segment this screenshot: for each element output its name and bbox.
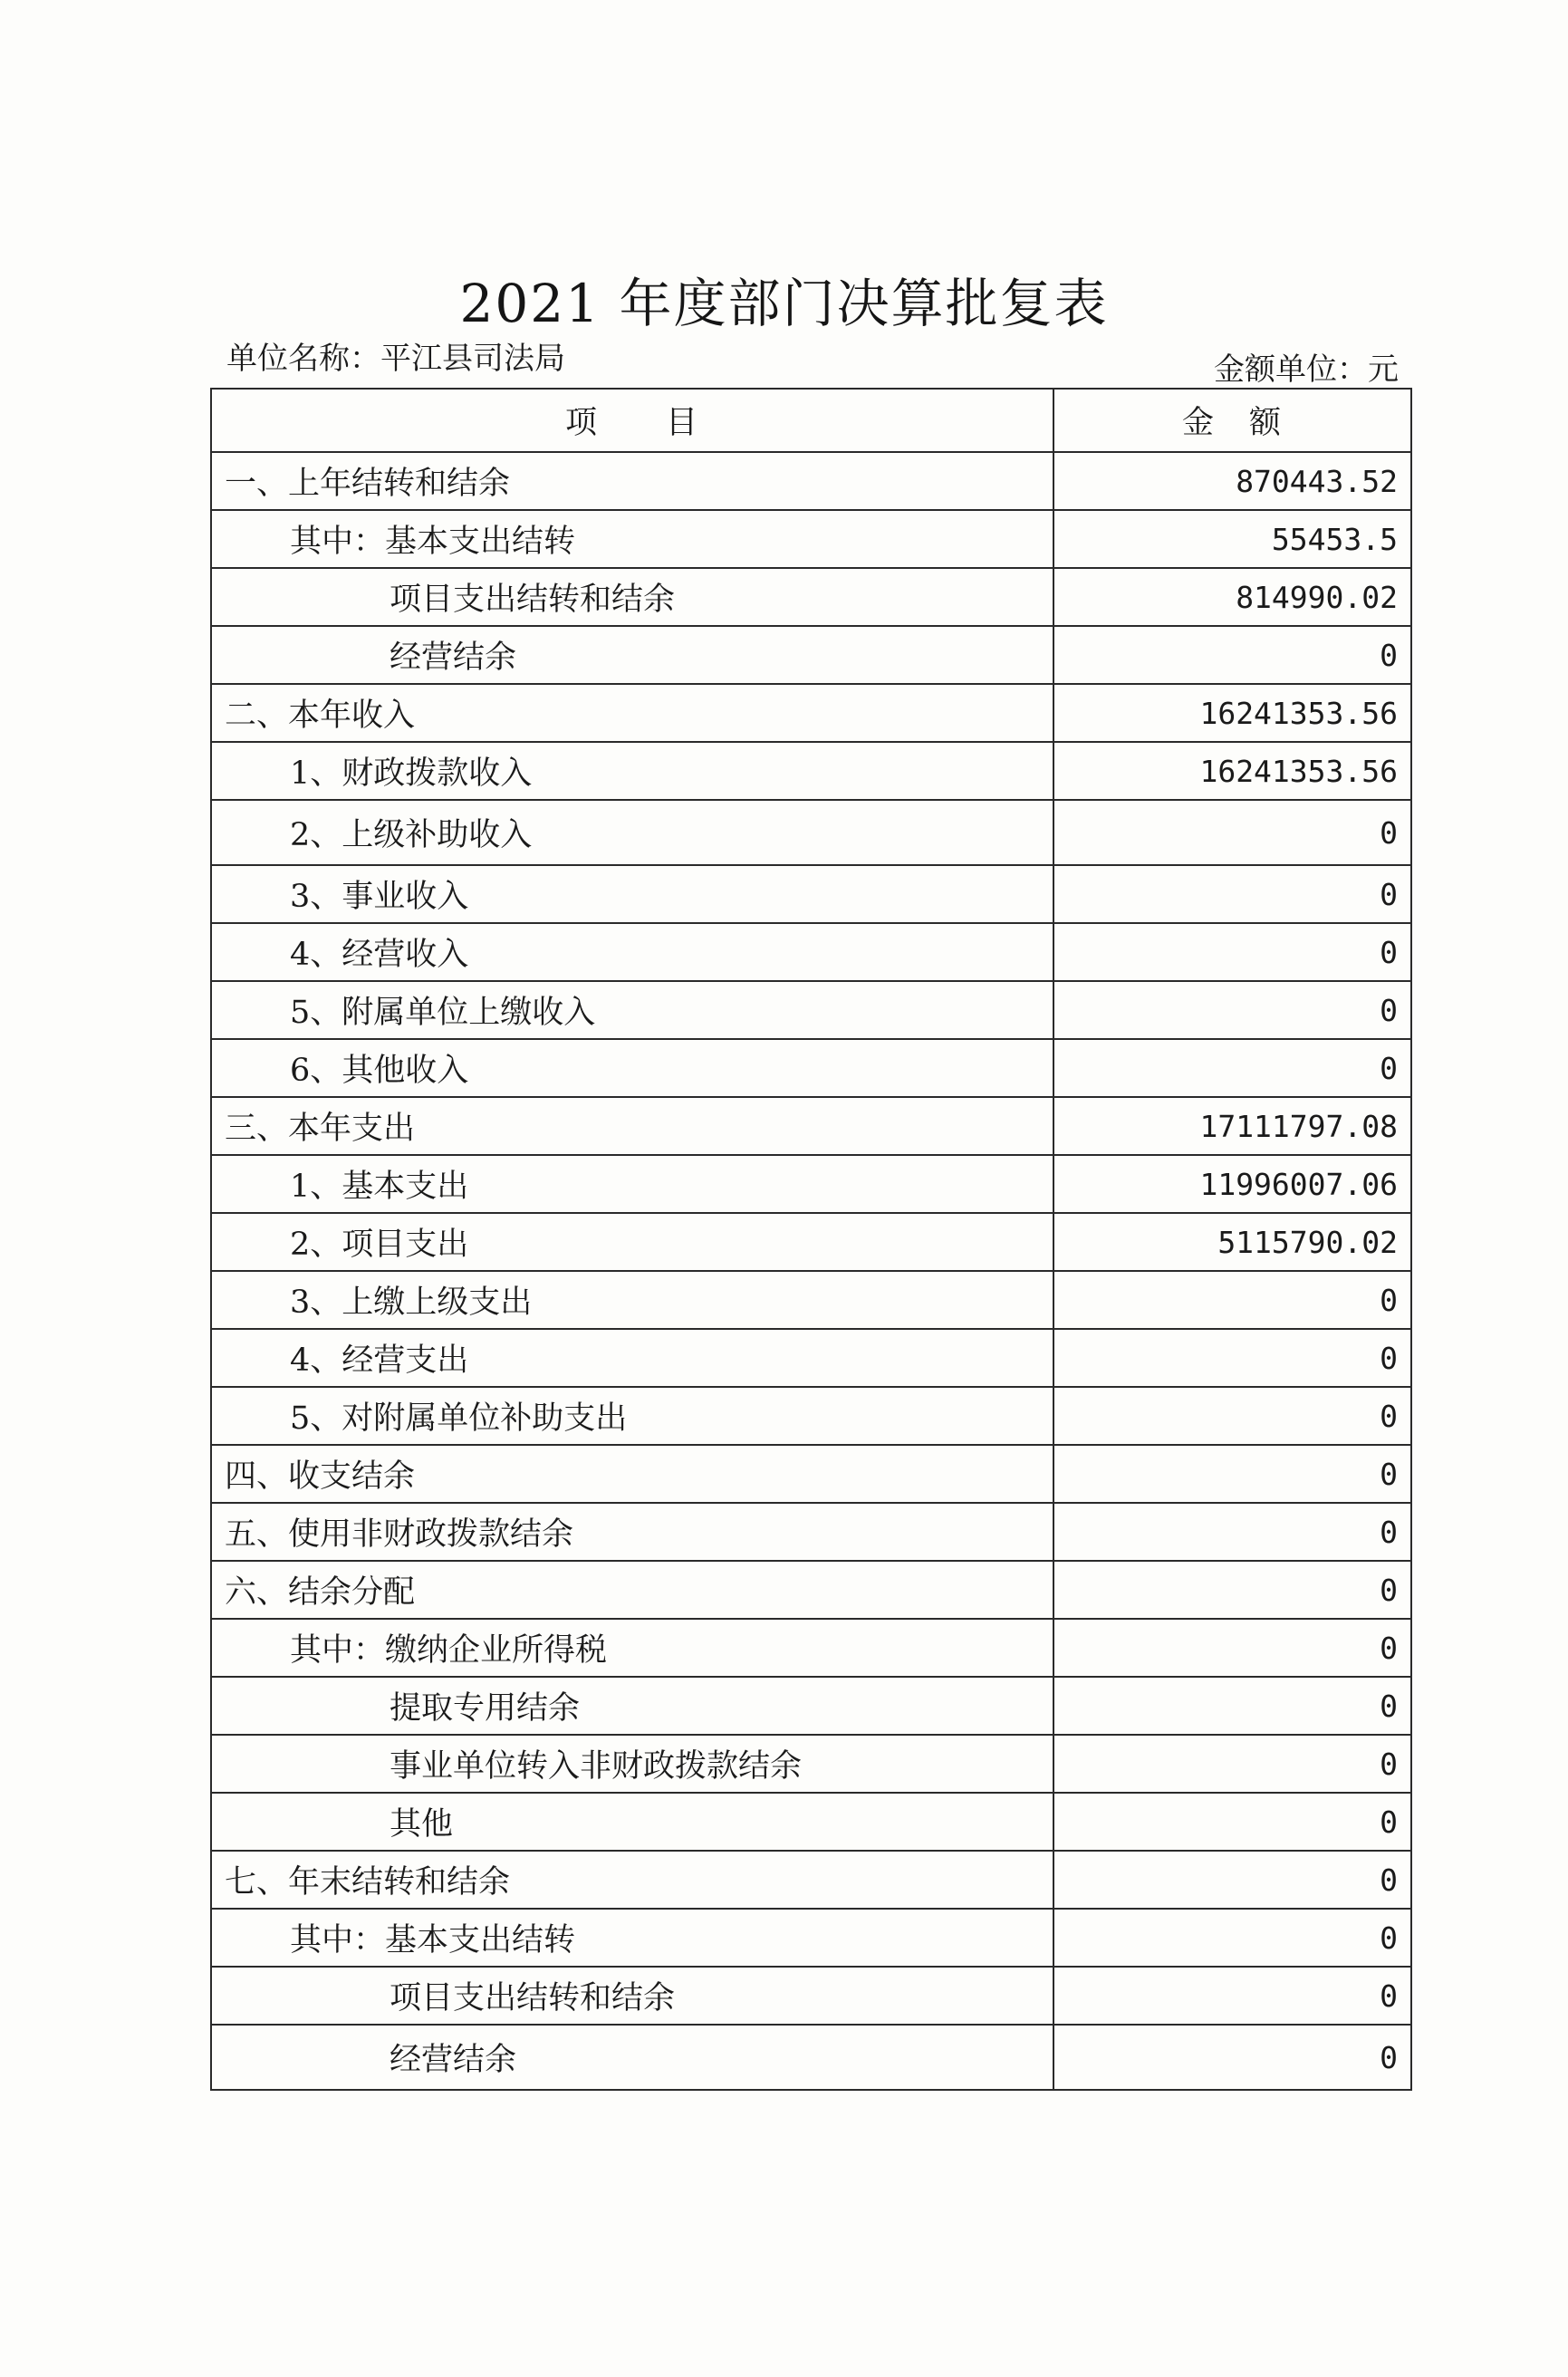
table-row <box>211 1735 1411 1793</box>
row-amount: 16241353.56 <box>1053 684 1411 742</box>
table-row <box>211 1387 1411 1445</box>
row-label: 七、年末结转和结余 <box>211 1851 1053 1909</box>
row-label: 6、其他收入 <box>211 1039 1053 1097</box>
row-label: 1、财政拨款收入 <box>211 742 1053 800</box>
header-item: 项 目 <box>211 389 1053 452</box>
row-label: 项目支出结转和结余 <box>211 568 1053 626</box>
row-label: 六、结余分配 <box>211 1561 1053 1619</box>
page-title: 2021 年度部门决算批复表 <box>459 273 1109 334</box>
row-amount: 55453.5 <box>1053 510 1411 568</box>
table-row <box>211 1329 1411 1387</box>
row-label: 项目支出结转和结余 <box>211 1967 1053 2025</box>
row-label: 4、经营收入 <box>211 923 1053 981</box>
table-row <box>211 1561 1411 1619</box>
row-amount: 0 <box>1053 865 1411 923</box>
table-row <box>211 626 1411 684</box>
row-amount: 0 <box>1053 1503 1411 1561</box>
row-amount: 0 <box>1053 1793 1411 1851</box>
row-amount: 0 <box>1053 1851 1411 1909</box>
row-amount: 0 <box>1053 1329 1411 1387</box>
row-amount: 814990.02 <box>1053 568 1411 626</box>
table-row <box>211 742 1411 800</box>
row-label: 经营结余 <box>211 2025 1053 2090</box>
row-amount: 0 <box>1053 1909 1411 1967</box>
row-label: 一、上年结转和结余 <box>211 452 1053 510</box>
row-amount: 0 <box>1053 626 1411 684</box>
table-row <box>211 1793 1411 1851</box>
row-label: 经营结余 <box>211 626 1053 684</box>
table-row <box>211 1445 1411 1503</box>
row-label: 二、本年收入 <box>211 684 1053 742</box>
table-row <box>211 1851 1411 1909</box>
row-label: 5、对附属单位补助支出 <box>211 1387 1053 1445</box>
row-amount: 16241353.56 <box>1053 742 1411 800</box>
row-label: 3、上缴上级支出 <box>211 1271 1053 1329</box>
row-label: 事业单位转入非财政拨款结余 <box>211 1735 1053 1793</box>
table-row <box>211 1677 1411 1735</box>
row-label: 3、事业收入 <box>211 865 1053 923</box>
table-row <box>211 800 1411 865</box>
row-label: 5、附属单位上缴收入 <box>211 981 1053 1039</box>
row-amount: 0 <box>1053 1561 1411 1619</box>
row-amount: 11996007.06 <box>1053 1155 1411 1213</box>
row-label: 其中：基本支出结转 <box>211 1909 1053 1967</box>
amount-unit: 金额单位：元 <box>1214 351 1399 388</box>
row-label: 1、基本支出 <box>211 1155 1053 1213</box>
table-row <box>211 1909 1411 1967</box>
table-row <box>211 1967 1411 2025</box>
row-amount: 0 <box>1053 1677 1411 1735</box>
row-amount: 0 <box>1053 1967 1411 2025</box>
table-row <box>211 923 1411 981</box>
table-row <box>211 2025 1411 2090</box>
row-label: 4、经营支出 <box>211 1329 1053 1387</box>
row-label: 2、上级补助收入 <box>211 800 1053 865</box>
table-row <box>211 568 1411 626</box>
table-row <box>211 981 1411 1039</box>
table-header-row <box>211 389 1411 452</box>
table-row <box>211 1619 1411 1677</box>
row-amount: 0 <box>1053 1445 1411 1503</box>
table-row <box>211 452 1411 510</box>
row-label: 四、收支结余 <box>211 1445 1053 1503</box>
table-row <box>211 865 1411 923</box>
row-label: 2、项目支出 <box>211 1213 1053 1271</box>
row-label: 提取专用结余 <box>211 1677 1053 1735</box>
table-row <box>211 684 1411 742</box>
row-amount: 5115790.02 <box>1053 1213 1411 1271</box>
budget-table-container <box>210 388 1410 2091</box>
table-row <box>211 1503 1411 1561</box>
table-row <box>211 1039 1411 1097</box>
row-label: 其中：缴纳企业所得税 <box>211 1619 1053 1677</box>
row-amount: 0 <box>1053 981 1411 1039</box>
table-row <box>211 1213 1411 1271</box>
row-label: 三、本年支出 <box>211 1097 1053 1155</box>
table-row <box>211 1155 1411 1213</box>
table-body <box>211 452 1411 2090</box>
row-amount: 0 <box>1053 1387 1411 1445</box>
row-amount: 0 <box>1053 1039 1411 1097</box>
header-amount: 金 额 <box>1053 389 1411 452</box>
row-amount: 0 <box>1053 1619 1411 1677</box>
table-row <box>211 1097 1411 1155</box>
row-amount: 870443.52 <box>1053 452 1411 510</box>
table-row <box>211 510 1411 568</box>
row-amount: 0 <box>1053 800 1411 865</box>
row-label: 其他 <box>211 1793 1053 1851</box>
table-row <box>211 1271 1411 1329</box>
row-amount: 0 <box>1053 923 1411 981</box>
row-amount: 0 <box>1053 2025 1411 2090</box>
budget-table <box>210 388 1412 2091</box>
row-label: 其中：基本支出结转 <box>211 510 1053 568</box>
row-amount: 0 <box>1053 1735 1411 1793</box>
row-amount: 0 <box>1053 1271 1411 1329</box>
row-label: 五、使用非财政拨款结余 <box>211 1503 1053 1561</box>
row-amount: 17111797.08 <box>1053 1097 1411 1155</box>
unit-name: 单位名称：平江县司法局 <box>226 341 565 377</box>
